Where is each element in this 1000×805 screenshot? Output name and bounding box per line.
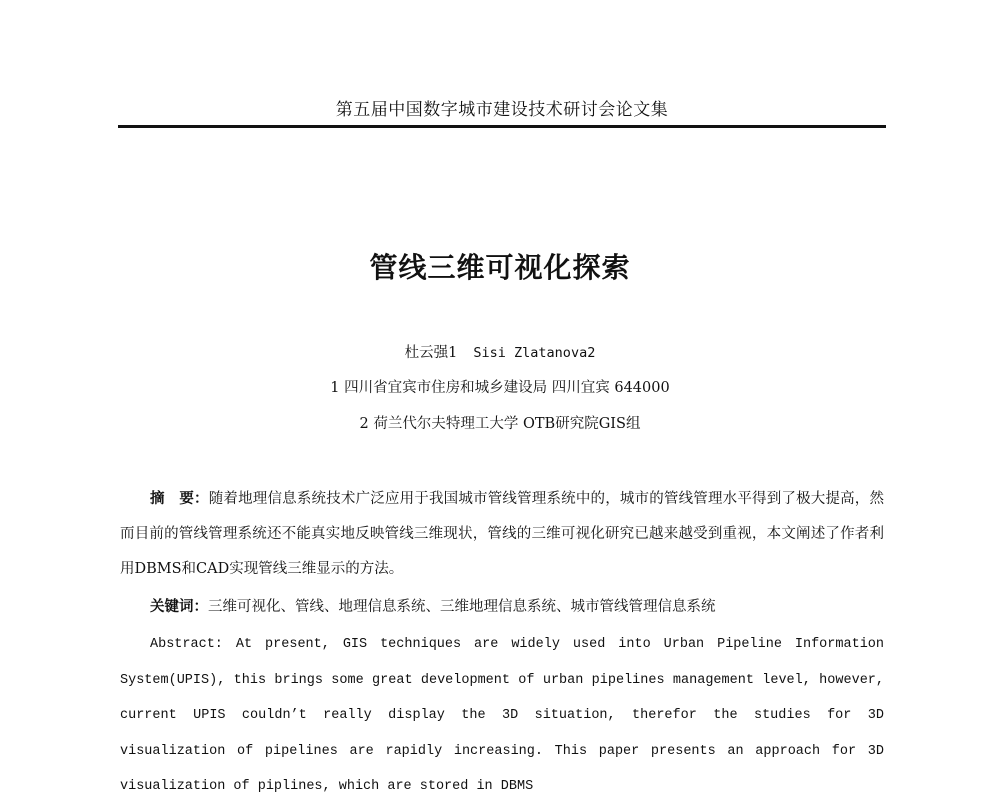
affiliation-2: 2 荷兰代尔夫特理工大学 OTB研究院GIS组: [359, 416, 641, 432]
author-line: [0, 343, 1000, 363]
abstract-chinese-text: 随着地理信息系统技术广泛应用于我国城市管线管理系统中的，城市的管线管理水平得到了极大提高，然而目前的管线管理系统还不能真实地反映管线三维现状，管线的三维可视化研究已越来越受到重视，本文阐述了作者利用DBMS和CAD实现管线三维显示的方法。: [120, 491, 884, 577]
abstract-label: 摘 要：: [150, 491, 209, 507]
abstract-chinese: [120, 482, 884, 587]
affiliation-1: 1 四川省宜宾市住房和城乡建设局 四川宜宾 644000: [330, 380, 670, 396]
abstract-english: Abstract: At present, GIS techniques are widely used into Urban Pipeline Information System(UPIS), this brings some great development of urban pipelines management level, however, current UPIS couldn’t really display the 3D situation, therefor the studies for 3D visualization of pipelines are rapidly increasing. This paper presents an approach for 3D visualization of piplines, which are stored in DBMS: [120, 637, 884, 794]
paper-title: 管线三维可视化探索: [369, 251, 631, 284]
header-rule: [118, 125, 886, 128]
running-head: 第五届中国数字城市建设技术研讨会论文集: [335, 100, 669, 120]
author-1: 杜云强1: [404, 345, 458, 361]
author-2: Sisi Zlatanova2: [473, 345, 596, 361]
keywords-text: 三维可视化、管线、地理信息系统、三维地理信息系统、城市管线管理信息系统: [208, 599, 716, 615]
keywords: [150, 597, 884, 617]
keywords-label: 关键词：: [150, 599, 208, 615]
